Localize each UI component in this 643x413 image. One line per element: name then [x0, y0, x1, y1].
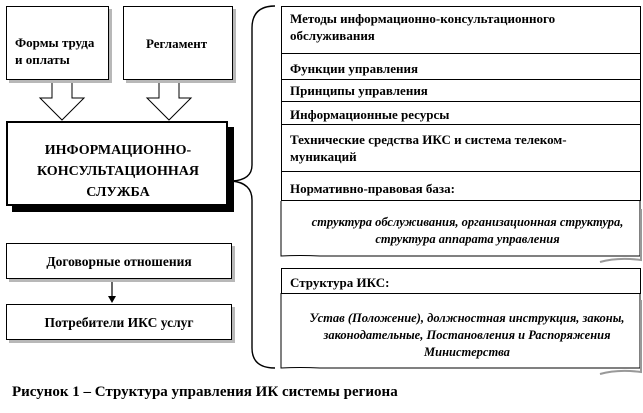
note-structures: структура обслуживания, организационная структура, структура аппарата управления	[311, 215, 624, 246]
curly-brace	[232, 6, 275, 368]
divider-2	[281, 79, 641, 80]
box-consumers	[6, 304, 232, 340]
box-contracts	[6, 243, 232, 279]
right-item-functions: Функции управления	[290, 61, 419, 76]
box-regulation	[123, 6, 233, 80]
divider-1	[281, 53, 641, 54]
main-service-label: ИНФОРМАЦИОННО-КОНСУЛЬТАЦИОННАЯ СЛУЖБА	[37, 143, 199, 200]
divider-5	[281, 171, 641, 172]
arrow-right-down	[147, 80, 191, 120]
arrow-contracts-to-consumers	[108, 279, 116, 303]
box-regulation-label: Регламент	[146, 36, 208, 51]
box-labor-forms	[6, 6, 109, 80]
box-consumers-label: Потребители ИКС услуг	[44, 315, 194, 330]
right-item-resources: Информационные ресурсы	[290, 107, 450, 122]
note-charter: Устав (Положение), должностная инструкция, законы, законодательные, Постановления и Распоряжения Министерства	[309, 311, 625, 359]
figure-caption: Рисунок 1 – Структура управления ИК системы региона	[12, 384, 398, 400]
box-labor-forms-label: Формы труда и оплаты	[15, 35, 95, 67]
right-item-legal-base: Нормативно-правовая база:	[290, 181, 455, 196]
structure-label: Структура ИКС:	[290, 275, 390, 290]
arrow-left-down	[40, 80, 84, 120]
right-item-principles: Принципы управления	[290, 83, 428, 98]
main-service-box	[6, 121, 228, 206]
box-contracts-label: Договорные отношения	[46, 254, 192, 269]
right-item-methods: Методы информационно-консультационного обслуживания	[290, 11, 556, 43]
divider-3	[281, 101, 641, 102]
divider-4	[281, 124, 641, 125]
right-item-tech: Технические средства ИКС и система телеком-муникаций	[290, 132, 567, 164]
